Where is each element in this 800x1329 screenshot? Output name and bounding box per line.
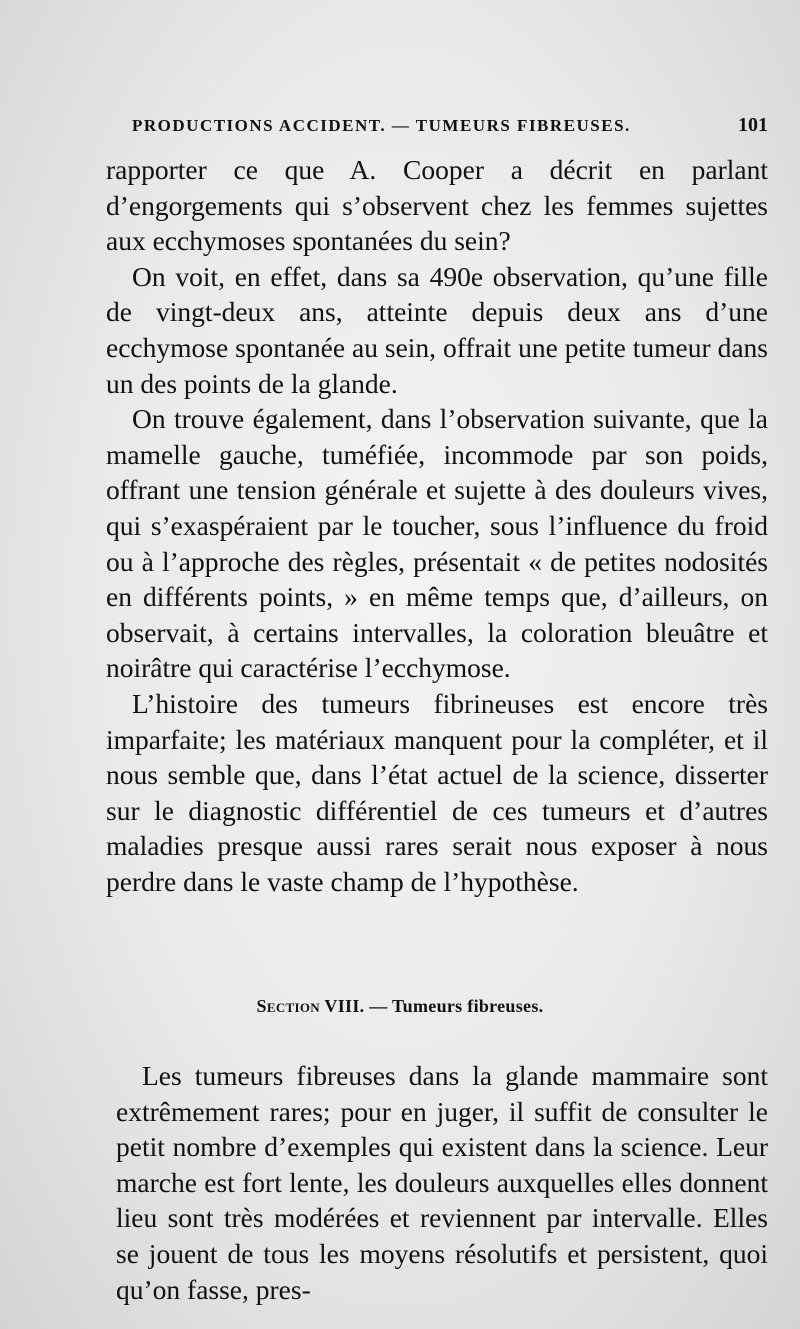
section-title: — Tumeurs fibreuses. [369, 996, 544, 1016]
section-label: Section VIII. [256, 996, 365, 1016]
paragraph-continuation: rapporter ce que A. Cooper a décrit en parlant d’engorgements qui s’observent chez les femmes sujettes aux ecchymoses spontanées du sein? [106, 154, 768, 257]
paragraph: On trouve également, dans l’observation suivante, que la mamelle gauche, tuméfiée, incommode par son poids, offrant une tension générale et sujette à des douleurs vives, qui s’exaspéraient par le toucher, sous l’influence du froid ou à l’approche des règles, présentait « de petites nodosités en différents points, » en même temps que, d’ailleurs, on observait, à certains intervalles, la coloration bleuâtre et noirâtre qui caractérise l’ecchymose. [106, 403, 768, 684]
body-text-top [106, 152, 768, 899]
section-heading [0, 996, 800, 1017]
paragraph: L’histoire des tumeurs fibrineuses est encore très imparfaite; les matériaux manquent pour la compléter, et il nous semble que, dans l’état actuel de la science, disserter sur le diagnostic différentiel de ces tumeurs et d’autres maladies presque aussi rares serait nous exposer à nous perdre dans le vaste champ de l’hypothèse. [106, 687, 768, 897]
paragraph: On voit, en effet, dans sa 490e observation, qu’une fille de vingt-deux ans, atteinte depuis deux ans d’une ecchymose spontanée au sein, offrait une petite tumeur dans un des points de la glande. [106, 260, 768, 399]
running-title: PRODUCTIONS ACCIDENT. — TUMEURS FIBREUSES. [132, 116, 631, 135]
body-text-bottom [116, 1058, 768, 1307]
paragraph: Les tumeurs fibreuses dans la glande mammaire sont extrêmement rares; pour en juger, il suffit de consulter le petit nombre d’exemples qui existent dans la science. Leur marche est fort lente, les douleurs auxquelles elles donnent lieu sont très modérées et reviennent par intervalle. Elles se jouent de tous les moyens résolutifs et persistent, quoi qu’on fasse, pres- [116, 1060, 768, 1305]
running-head [132, 114, 768, 137]
page-number: 101 [738, 114, 768, 136]
